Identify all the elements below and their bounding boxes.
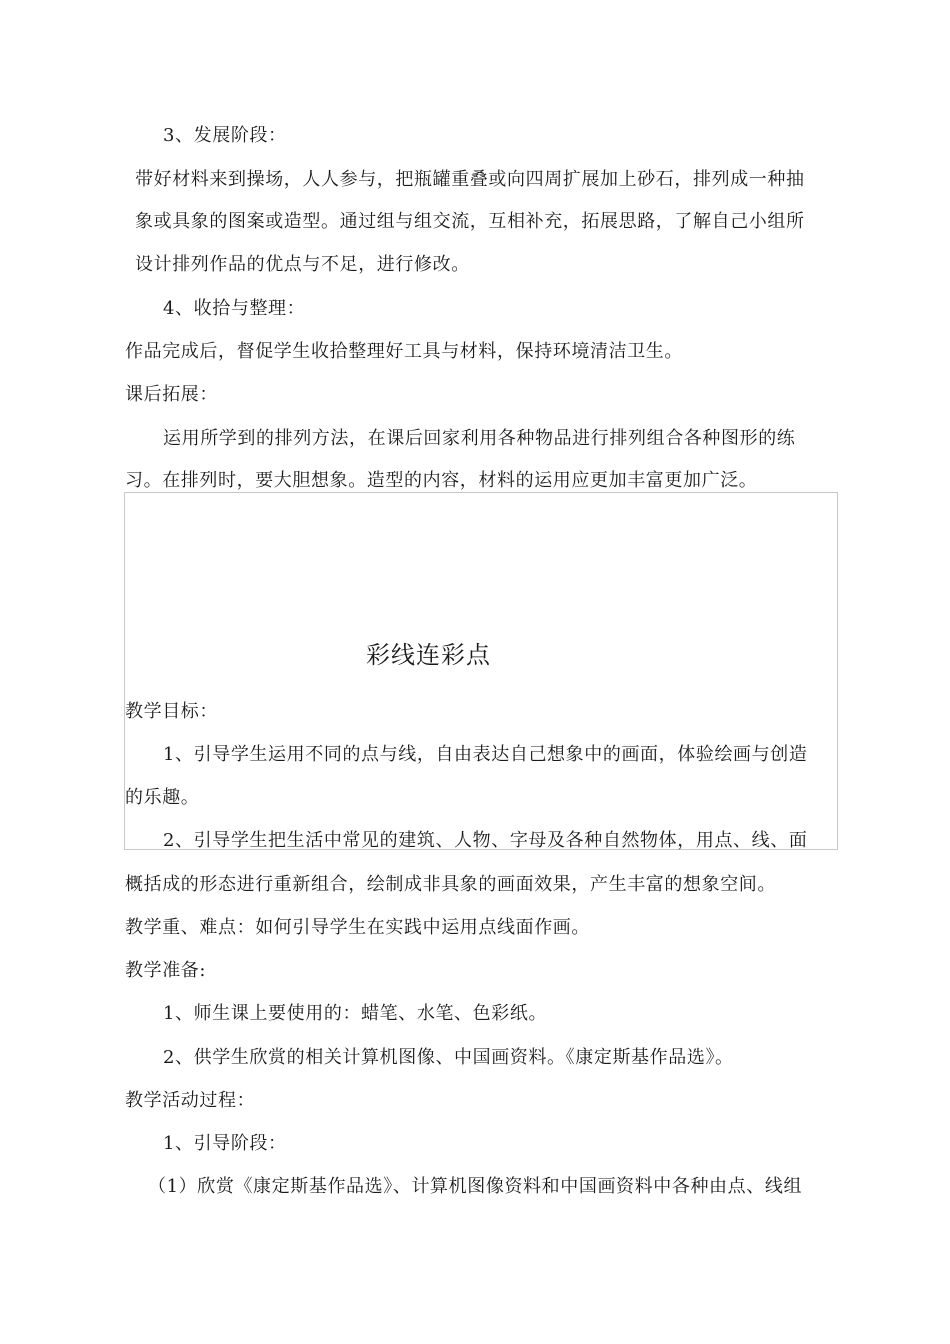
- lesson-title: 彩线连彩点: [366, 641, 491, 669]
- goals-heading: 教学目标：: [125, 701, 218, 722]
- stage1-item1: （1）欣赏《康定斯基作品选》、计算机图像资料和中国画资料中各种由点、线组: [148, 1176, 803, 1197]
- goal2-line1: 2、引导学生把生活中常见的建筑、人物、字母及各种自然物体，用点、线、面: [163, 830, 808, 851]
- stage3-heading: 3、发展阶段：: [163, 125, 287, 146]
- extension-heading: 课后拓展：: [125, 384, 218, 405]
- process-heading: 教学活动过程：: [125, 1090, 256, 1111]
- prep-heading: 教学准备:: [125, 960, 207, 981]
- stage3-paragraph-line1: 带好材料来到操场，人人参与，把瓶罐重叠或向四周扩展加上砂石，排列成一种抽: [135, 169, 805, 190]
- goal1-line1: 1、引导学生运用不同的点与线，自由表达自己想象中的画面，体验绘画与创造: [163, 744, 808, 765]
- content-frame: [124, 492, 838, 850]
- prep-item2: 2、供学生欣赏的相关计算机图像、中国画资料。《康定斯基作品选》。: [163, 1047, 734, 1068]
- stage4-heading: 4、收拾与整理：: [163, 298, 306, 319]
- goal2-line2: 概括成的形态进行重新组合，绘制成非具象的画面效果，产生丰富的想象空间。: [125, 874, 776, 895]
- key-points: 教学重、难点：如何引导学生在实践中运用点线面作画。: [125, 917, 590, 938]
- stage3-paragraph-line3: 设计排列作品的优点与不足，进行修改。: [135, 254, 470, 275]
- goal1-line2: 的乐趣。: [125, 787, 200, 808]
- stage3-paragraph-line2: 象或具象的图案或造型。通过组与组交流，互相补充，拓展思路，了解自己小组所: [135, 211, 805, 232]
- prep-item1: 1、师生课上要使用的：蜡笔、水笔、色彩纸。: [163, 1003, 548, 1024]
- extension-paragraph-line2: 习。在排列时，要大胆想象。造型的内容，材料的运用应更加丰富更加广泛。: [125, 470, 758, 491]
- extension-paragraph-line1: 运用所学到的排列方法，在课后回家利用各种物品进行排列组合各种图形的练: [163, 428, 796, 449]
- stage4-text: 作品完成后，督促学生收拾整理好工具与材料，保持环境清洁卫生。: [125, 341, 683, 362]
- stage1-heading: 1、引导阶段：: [163, 1133, 287, 1154]
